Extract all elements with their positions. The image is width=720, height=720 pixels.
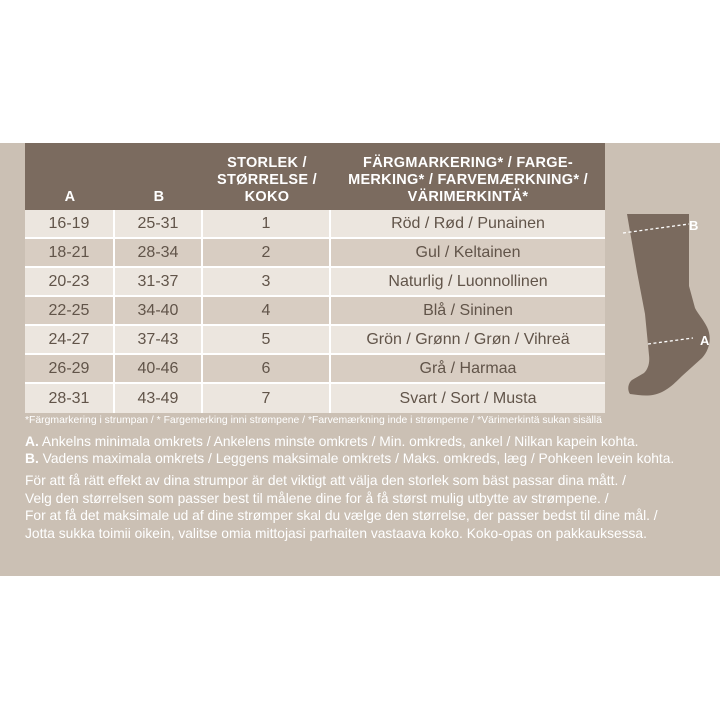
cell-color: Gul / Keltainen xyxy=(331,239,605,268)
cell-b: 31-37 xyxy=(115,268,203,297)
cell-b: 28-34 xyxy=(115,239,203,268)
measurement-definitions xyxy=(25,433,674,467)
header-color-marking: FÄRGMARKERING* / FARGE- MERKING* / FARVEMÆRKNING* / VÄRIMERKINTÄ* xyxy=(331,143,605,210)
cell-a: 22-25 xyxy=(25,297,115,326)
definition-a: A. Ankelns minimala omkrets / Ankelens minste omkrets / Min. omkreds, ankel / Nilkan kapein kohta. xyxy=(25,434,639,449)
instruction-line: Velg den størrelsen som passer best til målene dine for å få størst mulig utbytte av strømpene. / xyxy=(25,490,609,506)
sock-icon xyxy=(627,214,710,396)
cell-color: Svart / Sort / Musta xyxy=(331,384,605,413)
instruction-line: For at få det maksimale ud af dine strømper skal du vælge den størrelse, der passer bedst til dine mål. / xyxy=(25,508,658,523)
cell-b: 37-43 xyxy=(115,326,203,355)
cell-a: 28-31 xyxy=(25,384,115,413)
cell-b: 25-31 xyxy=(115,210,203,239)
cell-a: 16-19 xyxy=(25,210,115,239)
table-row xyxy=(25,384,605,413)
table-row xyxy=(25,268,605,297)
cell-a: 18-21 xyxy=(25,239,115,268)
cell-a: 20-23 xyxy=(25,268,115,297)
table-row xyxy=(25,355,605,384)
cell-size: 1 xyxy=(203,210,331,239)
size-table xyxy=(25,143,605,413)
table-row xyxy=(25,297,605,326)
cell-color: Blå / Sininen xyxy=(331,297,605,326)
cell-size: 3 xyxy=(203,268,331,297)
header-size: STORLEK / STØRRELSE / KOKO xyxy=(203,143,331,210)
cell-b: 34-40 xyxy=(115,297,203,326)
instruction-line: Jotta sukka toimii oikein, valitse omia mittojasi parhaiten vastaava koko. Koko-opas on pakkauksessa. xyxy=(25,525,647,541)
label-b: B xyxy=(689,218,699,233)
header-a: A xyxy=(25,143,115,210)
cell-size: 6 xyxy=(203,355,331,384)
sizing-instructions xyxy=(25,472,658,542)
cell-size: 2 xyxy=(203,239,331,268)
cell-color: Grön / Grønn / Grøn / Vihreä xyxy=(331,326,605,355)
header-b: B xyxy=(115,143,203,210)
cell-size: 4 xyxy=(203,297,331,326)
cell-color: Röd / Rød / Punainen xyxy=(331,210,605,239)
cell-a: 24-27 xyxy=(25,326,115,355)
instruction-line: För att få rätt effekt av dina strumpor är det viktigt att välja den storlek som bäst passar dina mått. / xyxy=(25,473,626,488)
cell-color: Naturlig / Luonnollinen xyxy=(331,268,605,297)
cell-color: Grå / Harmaa xyxy=(331,355,605,384)
table-row xyxy=(25,326,605,355)
cell-b: 40-46 xyxy=(115,355,203,384)
label-a: A xyxy=(700,333,710,348)
size-guide-panel xyxy=(0,143,720,576)
definition-b: B. Vadens maximala omkrets / Leggens maksimale omkrets / Maks. omkreds, læg / Pohkeen levein kohta. xyxy=(25,451,675,466)
compression-sock-diagram xyxy=(618,206,720,406)
table-row xyxy=(25,210,605,239)
table-header-row xyxy=(25,143,605,210)
cell-size: 7 xyxy=(203,384,331,413)
color-marking-footnote: *Färgmarkering i strumpan / * Fargemerking inni strømpene / *Farvemærkning inde i strømperne / *Värimerkintä sukan sisällä xyxy=(25,415,602,426)
cell-b: 43-49 xyxy=(115,384,203,413)
cell-a: 26-29 xyxy=(25,355,115,384)
cell-size: 5 xyxy=(203,326,331,355)
table-row xyxy=(25,239,605,268)
